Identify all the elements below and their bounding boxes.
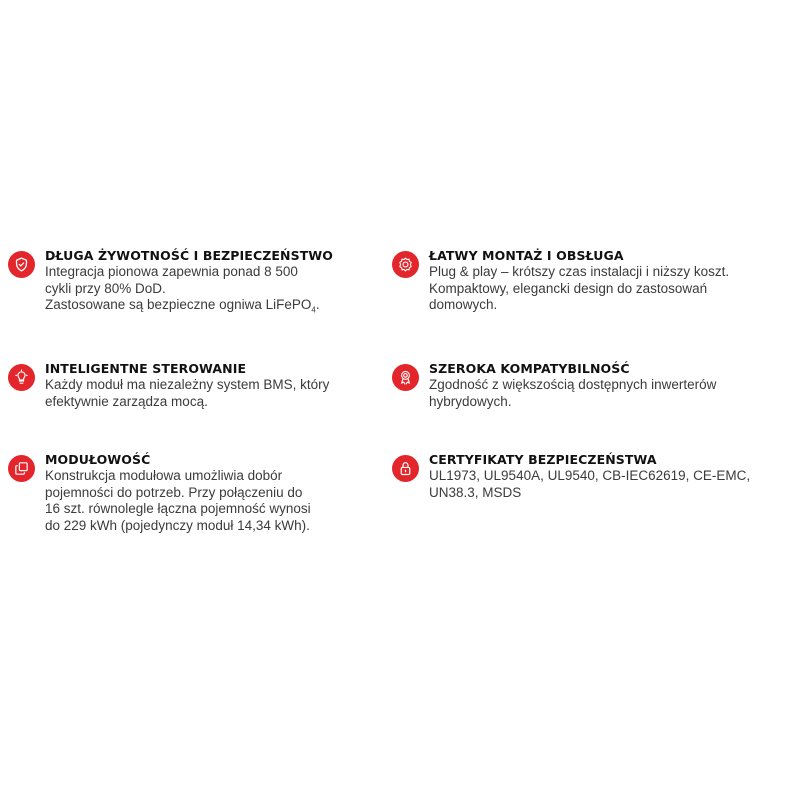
lightbulb-icon xyxy=(8,364,35,391)
feature-title: SZEROKA KOMPATYBILNOŚĆ xyxy=(429,361,630,376)
description-line: Zgodność z większością dostępnych inwerterów xyxy=(429,377,717,392)
description-line: UN38.3, MSDS xyxy=(429,484,522,500)
description-line: 16 szt. równolegle łączna pojemność wynosi xyxy=(45,501,311,516)
feature-description xyxy=(429,468,750,501)
feature-text xyxy=(45,248,333,314)
award-ribbon-icon xyxy=(392,364,419,391)
badge-seal-icon xyxy=(392,251,419,278)
description-line: hybrydowych. xyxy=(429,393,512,409)
feature-title: ŁATWY MONTAŻ I OBSŁUGA xyxy=(429,248,624,263)
feature-description xyxy=(429,264,729,314)
feature-title: MODUŁOWOŚĆ xyxy=(45,452,151,467)
shield-check-icon xyxy=(8,251,35,278)
feature-longevity xyxy=(8,248,333,314)
feature-description xyxy=(45,264,333,314)
feature-text xyxy=(429,452,750,501)
description-line: Każdy moduł ma niezależny system BMS, który xyxy=(45,377,330,392)
description-line: do 229 kWh (pojedynczy moduł 14,34 kWh). xyxy=(45,517,310,533)
feature-description xyxy=(45,377,329,410)
feature-title: CERTYFIKATY BEZPIECZEŃSTWA xyxy=(429,452,657,467)
description-line: cykli przy 80% DoD. xyxy=(45,280,166,296)
feature-text xyxy=(429,248,729,314)
feature-modularity xyxy=(8,452,311,534)
feature-compatibility xyxy=(392,361,716,410)
padlock-icon xyxy=(392,455,419,482)
description-line: Zastosowane są bezpieczne ogniwa LiFePO$_4$. xyxy=(45,297,320,315)
description-line: UL1973, UL9540A, UL9540, CB-IEC62619, CE-EMC, xyxy=(429,468,751,483)
description-line: efektywnie zarządza mocą. xyxy=(45,393,208,409)
feature-text xyxy=(429,361,716,410)
feature-installation xyxy=(392,248,729,314)
feature-description xyxy=(45,468,311,534)
feature-text xyxy=(45,452,311,534)
stacked-squares-icon xyxy=(8,455,35,482)
feature-title: DŁUGA ŻYWOTNOŚĆ I BEZPIECZEŃSTWO xyxy=(45,248,333,263)
description-line: Kompaktowy, elegancki design do zastosowań xyxy=(429,280,708,296)
feature-certificates xyxy=(392,452,750,501)
feature-text xyxy=(45,361,329,410)
description-line: Plug & play – krótszy czas instalacji i niższy koszt. xyxy=(429,264,730,279)
description-line: pojemności do potrzeb. Przy połączeniu do xyxy=(45,484,303,500)
feature-title: INTELIGENTNE STEROWANIE xyxy=(45,361,247,376)
description-line: Konstrukcja modułowa umożliwia dobór xyxy=(45,468,283,483)
feature-control xyxy=(8,361,329,410)
feature-description xyxy=(429,377,716,410)
description-line: Integracja pionowa zapewnia ponad 8 500 xyxy=(45,264,298,279)
description-line: domowych. xyxy=(429,297,498,312)
